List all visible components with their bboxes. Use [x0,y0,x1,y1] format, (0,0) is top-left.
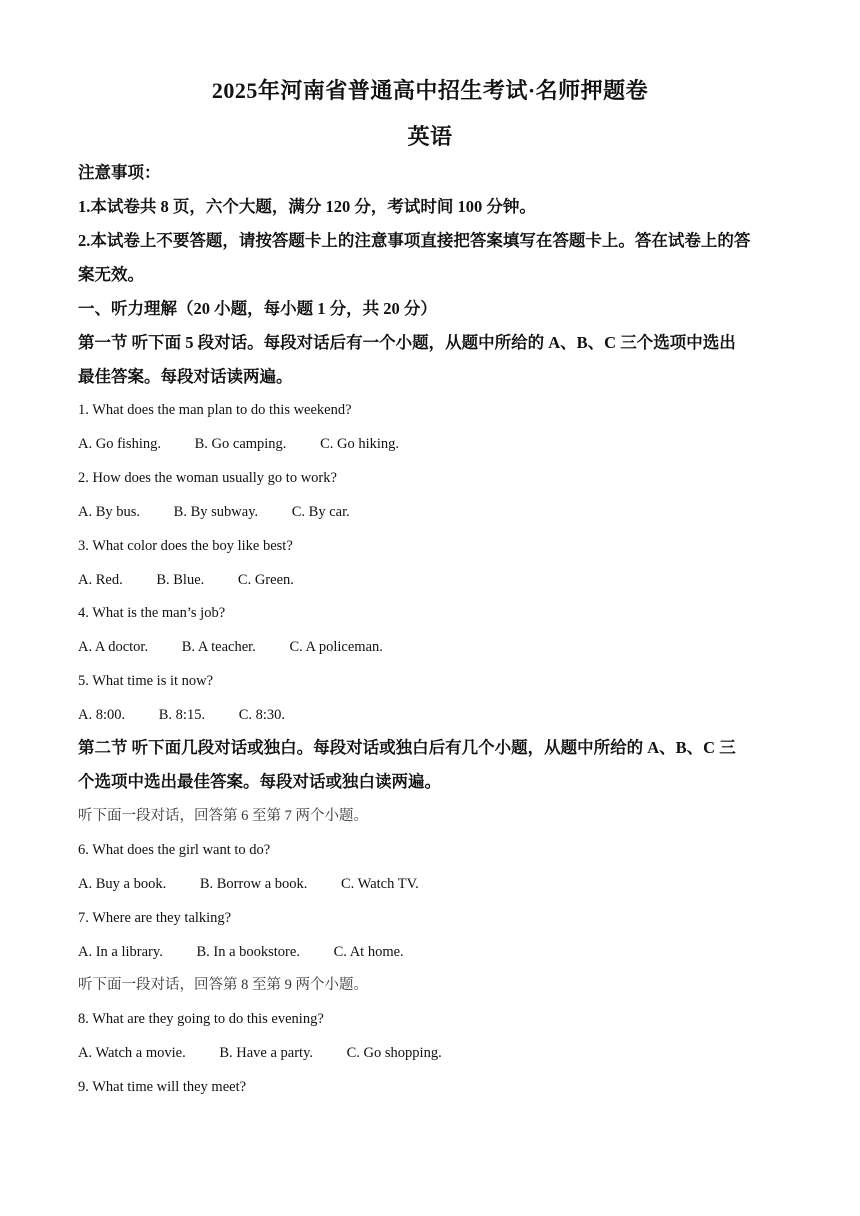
question-6-option-a: A. Buy a book. [78,876,167,892]
question-6-option-b: B. Borrow a book. [199,876,308,892]
question-4-options [78,636,383,658]
question-2-option-c: C. By car. [291,504,350,520]
question-5-options [78,704,285,726]
question-3-option-c: C. Green. [237,572,294,588]
question-5-option-a: A. 8:00. [78,707,126,723]
question-7-option-c: C. At home. [333,944,404,960]
question-8-option-b: B. Have a party. [219,1045,314,1061]
question-1: 1. What does the man plan to do this weekend? [78,402,352,418]
question-1-options [78,433,399,455]
question-5: 5. What time is it now? [78,673,214,689]
question-2-option-b: B. By subway. [173,504,259,520]
question-1-option-b: B. Go camping. [194,436,287,452]
question-8-options [78,1042,442,1064]
notes-item-1: 1.本试卷共 8 页，六个大题，满分 120 分，考试时间 100 分钟。 [78,197,536,216]
section1-instruction-line-2: 最佳答案。每段对话读两遍。 [78,367,293,386]
question-4: 4. What is the man’s job? [78,605,226,621]
question-4-option-a: A. A doctor. [78,639,149,655]
question-5-option-c: C. 8:30. [238,707,286,723]
group-1-instruction: 听下面一段对话，回答第 6 至第 7 两个小题。 [78,808,368,824]
question-7-option-b: B. In a bookstore. [196,944,300,960]
section1-instruction-line-1: 第一节 听下面 5 段对话。每段对话后有一个小题，从题中所给的 A、B、C 三个选项中选出 [78,333,736,352]
question-7-option-a: A. In a library. [78,944,163,960]
section2-instruction-line-1: 第二节 听下面几段对话或独白。每段对话或独白后有几个小题，从题中所给的 A、B、C 三 [78,738,736,757]
notes-heading: 注意事项： [78,163,161,182]
question-3-option-a: A. Red. [78,572,123,588]
question-3-option-b: B. Blue. [156,572,205,588]
question-4-option-b: B. A teacher. [181,639,256,655]
question-2: 2. How does the woman usually go to work? [78,470,337,486]
notes-item-2-line-2: 案无效。 [78,265,144,284]
exam-subject: 英语 [407,124,453,149]
question-3-options [78,569,294,591]
question-2-option-a: A. By bus. [78,504,141,520]
question-8-option-a: A. Watch a movie. [78,1045,186,1061]
question-1-option-c: C. Go hiking. [320,436,400,452]
question-9: 9. What time will they meet? [78,1079,247,1095]
part1-heading: 一、听力理解（20 小题，每小题 1 分，共 20 分） [78,299,437,318]
question-6-options [78,873,419,895]
exam-title: 2025年河南省普通高中招生考试·名师押题卷 [211,78,649,103]
question-7: 7. Where are they talking? [78,910,232,926]
question-4-option-c: C. A policeman. [289,639,383,655]
section2-instruction-line-2: 个选项中选出最佳答案。每段对话或独白读两遍。 [78,772,441,791]
question-8-option-c: C. Go shopping. [346,1045,442,1061]
question-8: 8. What are they going to do this evening? [78,1011,324,1027]
question-6: 6. What does the girl want to do? [78,842,271,858]
question-5-option-b: B. 8:15. [158,707,206,723]
group-2-instruction: 听下面一段对话，回答第 8 至第 9 两个小题。 [78,977,368,993]
question-1-option-a: A. Go fishing. [78,436,161,452]
question-6-option-c: C. Watch TV. [341,876,419,892]
question-7-options [78,941,404,963]
question-3: 3. What color does the boy like best? [78,538,293,554]
question-2-options [78,501,350,523]
notes-item-2-line-1: 2.本试卷上不要答题，请按答题卡上的注意事项直接把答案填写在答题卡上。答在试卷上的答 [78,231,751,250]
